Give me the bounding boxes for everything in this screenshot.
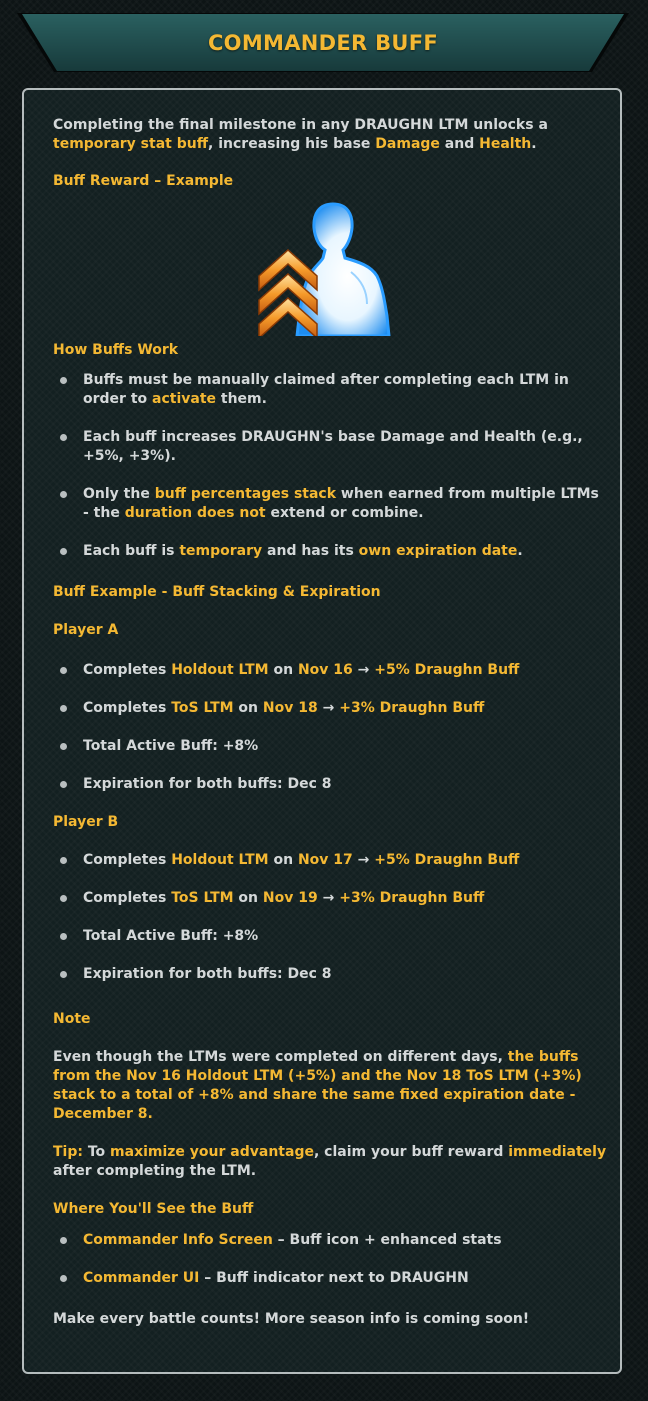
tip-line-1 (53, 1143, 606, 1162)
highlight-buff: +3% Draughn Buff (339, 890, 485, 906)
intro-line-2 (53, 135, 537, 154)
text: . (517, 543, 523, 559)
text: - the (83, 505, 125, 521)
highlight-ltm: Holdout LTM (171, 662, 269, 678)
text: Even though the LTMs were completed on different days, (53, 1049, 508, 1065)
highlight-ltm: Holdout LTM (171, 852, 269, 868)
highlight-health: Health (479, 136, 532, 152)
highlight-date: Nov 18 (262, 700, 318, 716)
text: on (268, 662, 298, 678)
how-item-1-line-2 (83, 390, 267, 409)
how-item-1-line-1: Buffs must be manually claimed after completing each LTM in (83, 372, 569, 388)
highlight-commander-ui: Commander UI (83, 1270, 200, 1286)
highlight-the-buffs: the buffs (507, 1049, 579, 1065)
bullet-icon (60, 548, 67, 555)
how-item-2-line-1: Each buff increases DRAUGHN's base Damage and Health (e.g., (83, 429, 583, 445)
how-buffs-heading: How Buffs Work (53, 342, 179, 358)
title-banner (17, 13, 629, 72)
text: them. (216, 391, 267, 407)
bullet-icon (60, 434, 67, 441)
arrow-icon: → (352, 662, 375, 678)
note-heading: Note (53, 1011, 91, 1027)
player-a-row-2 (83, 699, 484, 718)
how-item-3-line-1 (83, 485, 599, 504)
highlight-own-expiration-date: own expiration date (358, 543, 518, 559)
text: , claim your buff reward (313, 1144, 509, 1160)
arrow-icon: → (317, 890, 340, 906)
how-item-4 (83, 542, 523, 561)
commander-buff-illustration (255, 200, 395, 336)
text: on (233, 890, 263, 906)
highlight-immediately: immediately (508, 1144, 607, 1160)
bullet-icon (60, 1237, 67, 1244)
page-title: COMMANDER BUFF (207, 30, 439, 55)
text: Completes (83, 890, 172, 906)
player-a-expiration: Expiration for both buffs: Dec 8 (83, 776, 332, 792)
highlight-buff-percentages-stack: buff percentages stack (154, 486, 337, 502)
player-a-row-1 (83, 661, 519, 680)
where-heading: Where You'll See the Buff (53, 1201, 254, 1217)
highlight-ltm: ToS LTM (171, 890, 234, 906)
player-b-row-2 (83, 889, 484, 908)
highlight-buff: +3% Draughn Buff (339, 700, 485, 716)
highlight-activate: activate (152, 391, 217, 407)
how-item-2-line-2: +5%, +3%). (83, 448, 176, 464)
where-item-2 (83, 1269, 469, 1288)
text: Only the (83, 486, 155, 502)
note-line-4: December 8. (53, 1106, 153, 1122)
highlight-temporary-stat-buff: temporary stat buff (53, 136, 209, 152)
text: when earned from multiple LTMs (336, 486, 599, 502)
where-item-1 (83, 1231, 502, 1250)
highlight-damage: Damage (375, 136, 440, 152)
bullet-icon (60, 933, 67, 940)
how-item-3-line-2 (83, 504, 424, 523)
bullet-icon (60, 491, 67, 498)
player-b-total: Total Active Buff: +8% (83, 928, 259, 944)
highlight-duration-does-not: duration does not (124, 505, 266, 521)
bullet-icon (60, 1275, 67, 1282)
player-b-row-1 (83, 851, 519, 870)
player-a-heading: Player A (53, 622, 119, 638)
footer-text: Make every battle counts! More season info is coming soon! (53, 1311, 530, 1327)
bullet-icon (60, 857, 67, 864)
arrow-icon: → (352, 852, 375, 868)
highlight-commander-info-screen: Commander Info Screen (83, 1232, 273, 1248)
highlight-maximize-advantage: maximize your advantage (110, 1144, 314, 1160)
note-line-1 (53, 1048, 579, 1067)
buff-chevron-icon (259, 250, 317, 336)
bullet-icon (60, 743, 67, 750)
intro-line-1: Completing the final milestone in any DRAUGHN LTM unlocks a (53, 117, 548, 133)
tip-line-2: after completing the LTM. (53, 1163, 257, 1179)
tip-label: Tip: (53, 1144, 83, 1160)
reward-heading: Buff Reward – Example (53, 173, 234, 189)
player-a-total: Total Active Buff: +8% (83, 738, 259, 754)
highlight-date: Nov 16 (297, 662, 353, 678)
intro-text: , increasing his base (208, 136, 376, 152)
highlight-buff: +5% Draughn Buff (374, 852, 520, 868)
arrow-icon: → (317, 700, 340, 716)
bullet-icon (60, 781, 67, 788)
text: and has its (262, 543, 359, 559)
player-b-heading: Player B (53, 814, 119, 830)
bullet-icon (60, 971, 67, 978)
text: on (233, 700, 263, 716)
note-line-2: from the Nov 16 Holdout LTM (+5%) and the Nov 18 ToS LTM (+3%) (53, 1068, 582, 1084)
highlight-buff: +5% Draughn Buff (374, 662, 520, 678)
bullet-icon (60, 377, 67, 384)
text: extend or combine. (265, 505, 424, 521)
intro-text: . (531, 136, 537, 152)
text: on (268, 852, 298, 868)
highlight-temporary: temporary (179, 543, 263, 559)
bullet-icon (60, 895, 67, 902)
highlight-ltm: ToS LTM (171, 700, 234, 716)
text: – Buff indicator next to DRAUGHN (199, 1270, 469, 1286)
highlight-date: Nov 17 (297, 852, 353, 868)
bullet-icon (60, 667, 67, 674)
highlight-date: Nov 19 (262, 890, 318, 906)
text: Each buff is (83, 543, 180, 559)
note-line-3: stack to a total of +8% and share the same fixed expiration date - (53, 1087, 576, 1103)
text: Completes (83, 662, 172, 678)
text: order to (83, 391, 153, 407)
intro-text: and (439, 136, 480, 152)
example-heading: Buff Example - Buff Stacking & Expiration (53, 584, 381, 600)
text: – Buff icon + enhanced stats (272, 1232, 502, 1248)
text: To (82, 1144, 111, 1160)
player-b-expiration: Expiration for both buffs: Dec 8 (83, 966, 332, 982)
bullet-icon (60, 705, 67, 712)
text: Completes (83, 852, 172, 868)
text: Completes (83, 700, 172, 716)
